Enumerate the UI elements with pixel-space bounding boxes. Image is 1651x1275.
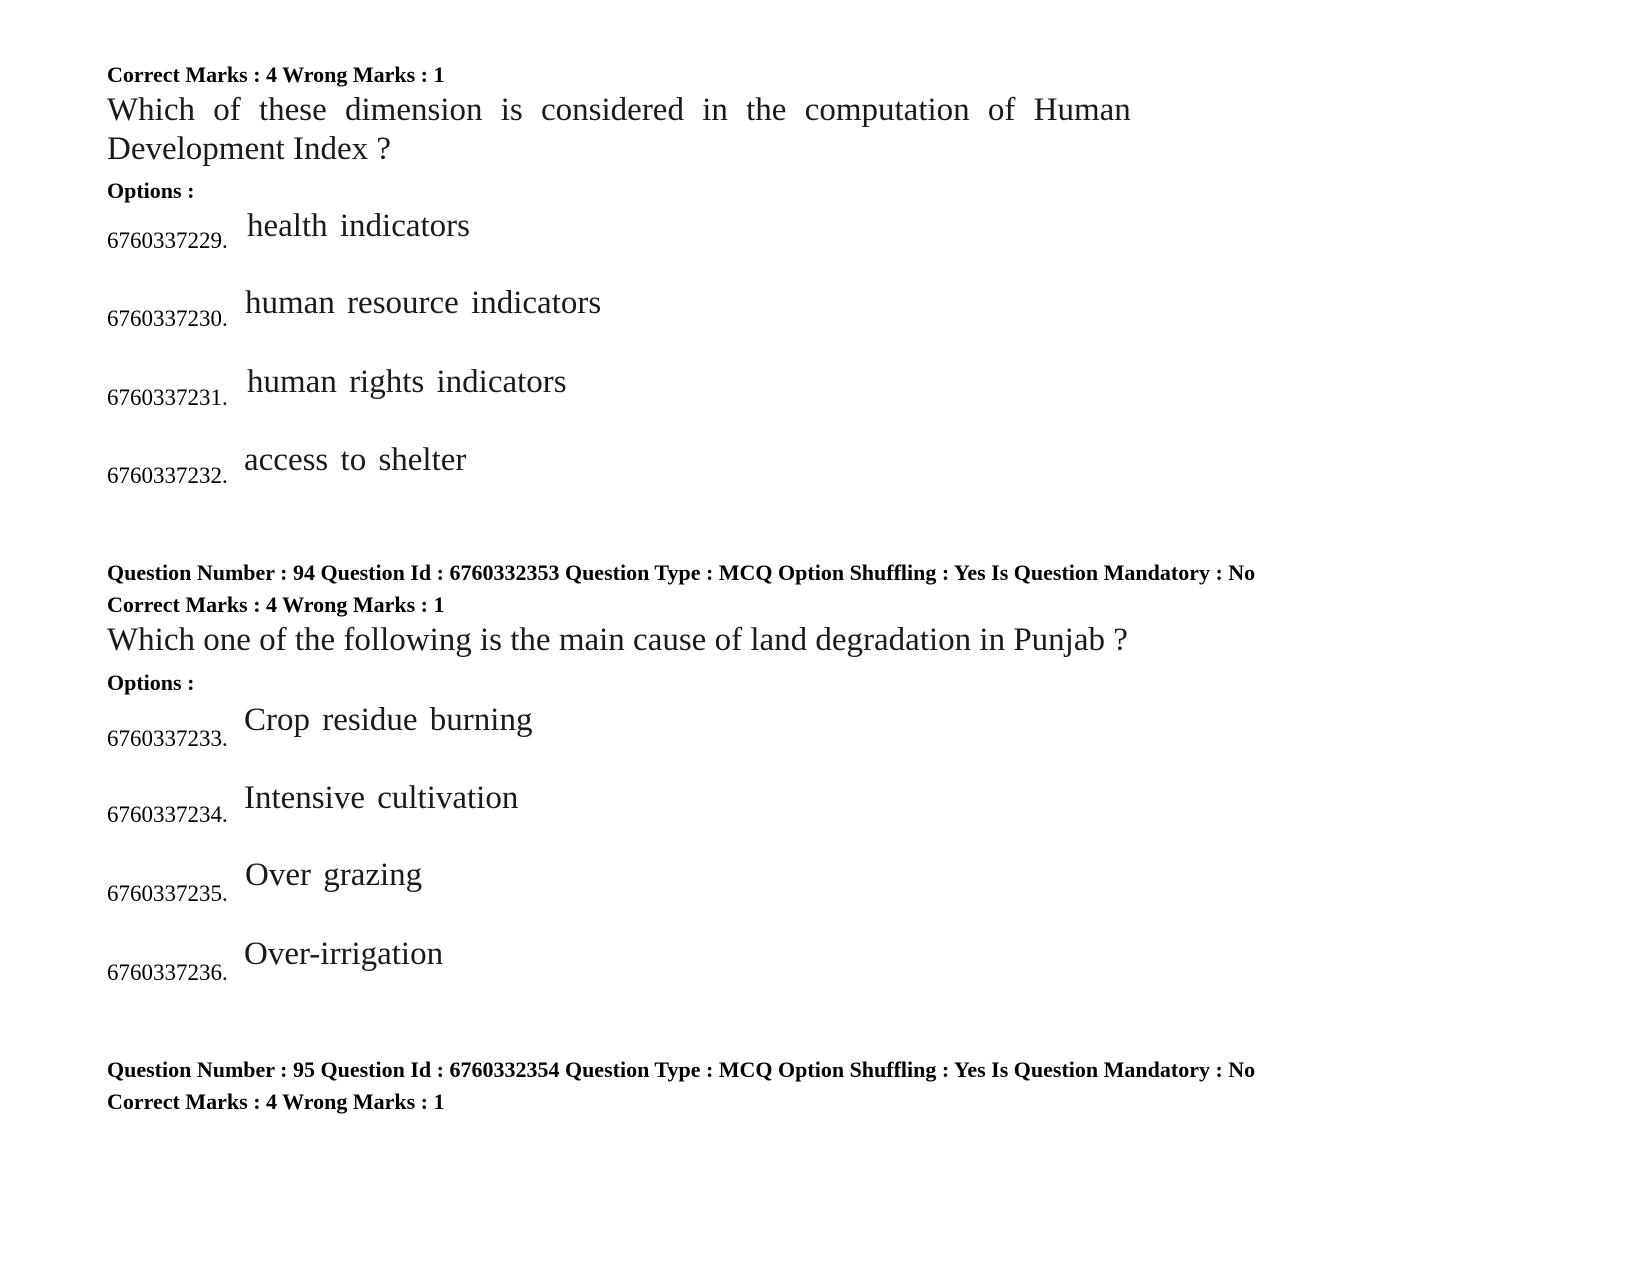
option-id: 6760337230. (107, 306, 228, 331)
option-id: 6760337234. (107, 802, 228, 827)
option-id: 6760337232. (107, 463, 228, 488)
option-text: Over-irrigation (244, 936, 444, 972)
marks-line: Correct Marks : 4 Wrong Marks : 1 (107, 1089, 445, 1114)
question-header: Question Number : 95 Question Id : 6760332354 Question Type : MCQ Option Shuffling : Yes Is Question Mandatory : No (107, 1057, 1256, 1082)
marks-line: Correct Marks : 4 Wrong Marks : 1 (107, 62, 445, 87)
option-text: Crop residue burning (244, 702, 533, 738)
option-text: access to shelter (244, 442, 467, 478)
options-label: Options : (107, 178, 195, 203)
options-label: Options : (107, 670, 195, 695)
option-text: Intensive cultivation (244, 780, 519, 816)
option-text: Over grazing (245, 857, 423, 893)
option-id: 6760337236. (107, 960, 228, 985)
question-header: Question Number : 94 Question Id : 6760332353 Question Type : MCQ Option Shuffling : Yes Is Question Mandatory : No (107, 560, 1256, 585)
option-text: human rights indicators (247, 364, 567, 400)
option-id: 6760337235. (107, 881, 228, 906)
option-id: 6760337229. (107, 228, 228, 253)
question-text-line-2: Development Index ? (107, 131, 392, 167)
marks-line: Correct Marks : 4 Wrong Marks : 1 (107, 592, 445, 617)
question-text: Which one of the following is the main cause of land degradation in Punjab ? (107, 622, 1128, 658)
option-text: human resource indicators (245, 285, 602, 321)
question-text-line-1: Which of these dimension is considered in the computation of Human (107, 92, 1131, 128)
option-id: 6760337233. (107, 726, 228, 751)
option-text: health indicators (247, 208, 471, 244)
option-id: 6760337231. (107, 385, 228, 410)
